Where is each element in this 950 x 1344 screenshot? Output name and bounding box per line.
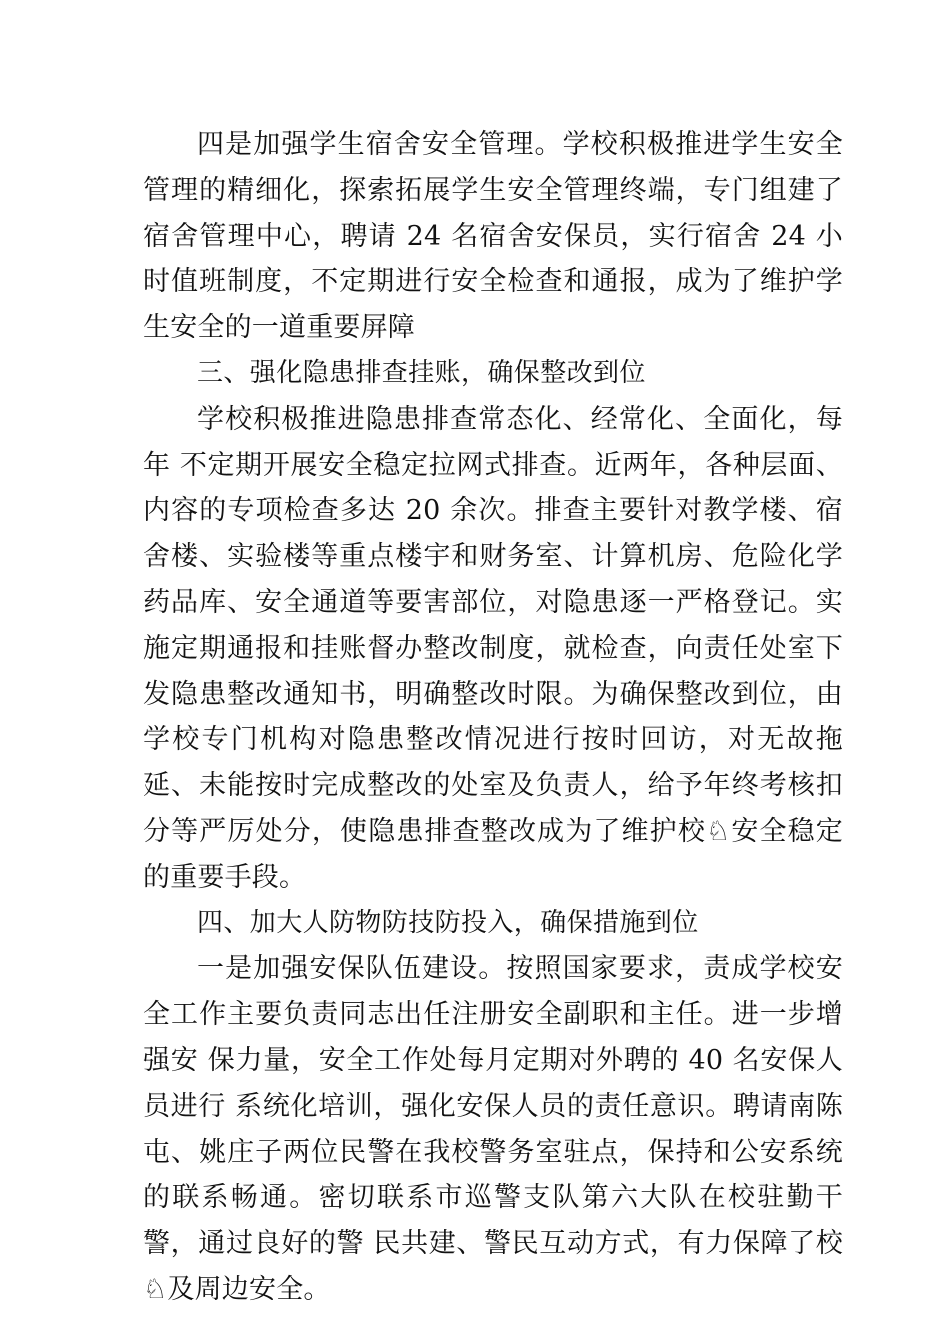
- section-heading-hazard-inspection: 三、强化隐患排查挂账，确保整改到位: [197, 357, 646, 388]
- paragraph-hazard-inspection: 学校积极推进隐患排查常态化、经常化、全面化，每年 不定期开展安全稳定拉网式排查。近两年，各种层面、内容的专项检查多达 20 余次。排查主要针对教学楼、宿舍楼、实验楼等重点楼宇和财务室、计算机房、危险化学药品库、安全通道等要害部位，对隐患逐一严格登记。实施定期通报和挂账督办整改制度，就检查，向责任处室下发隐患整改通知书，明确整改时限。为确保整改到位，由学校专门机构对隐患整改情况进行按时回访，对无故拖延、未能按时完成整改的处室及负责人，给予年终考核扣分等严厉处分，使隐患排查整改成为了维护校♘安全稳定的重要手段。: [143, 403, 843, 893]
- paragraph-security-team: 一是加强安保队伍建设。按照国家要求，责成学校安全工作主要负责同志出任注册安全副职和主任。进一步增强安 保力量，安全工作处每月定期对外聘的 40 名安保人员进行 系统化培训，强化安保人员的责任意识。聘请南陈屯、姚庄子两位民警在我校警务室驻点，保持和公安系统的联系畅通。密切联系市巡警支队第六大队在校驻勤干警，通过良好的警 民共建、警民互动方式，有力保障了校♘及周边安全。: [143, 953, 843, 1305]
- paragraph-dormitory-safety: 四是加强学生宿舍安全管理。学校积极推进学生安全管理的精细化，探索拓展学生安全管理终端，专门组建了宿舍管理中心，聘请 24 名宿舍安保员，实行宿舍 24 小时值班制度，不定期进行安全检查和通报，成为了维护学生安全的一道重要屏障: [143, 129, 843, 344]
- section-heading-security-investment: 四、加大人防物防技防投入，确保措施到位: [197, 907, 699, 938]
- document-body: [143, 122, 843, 1313]
